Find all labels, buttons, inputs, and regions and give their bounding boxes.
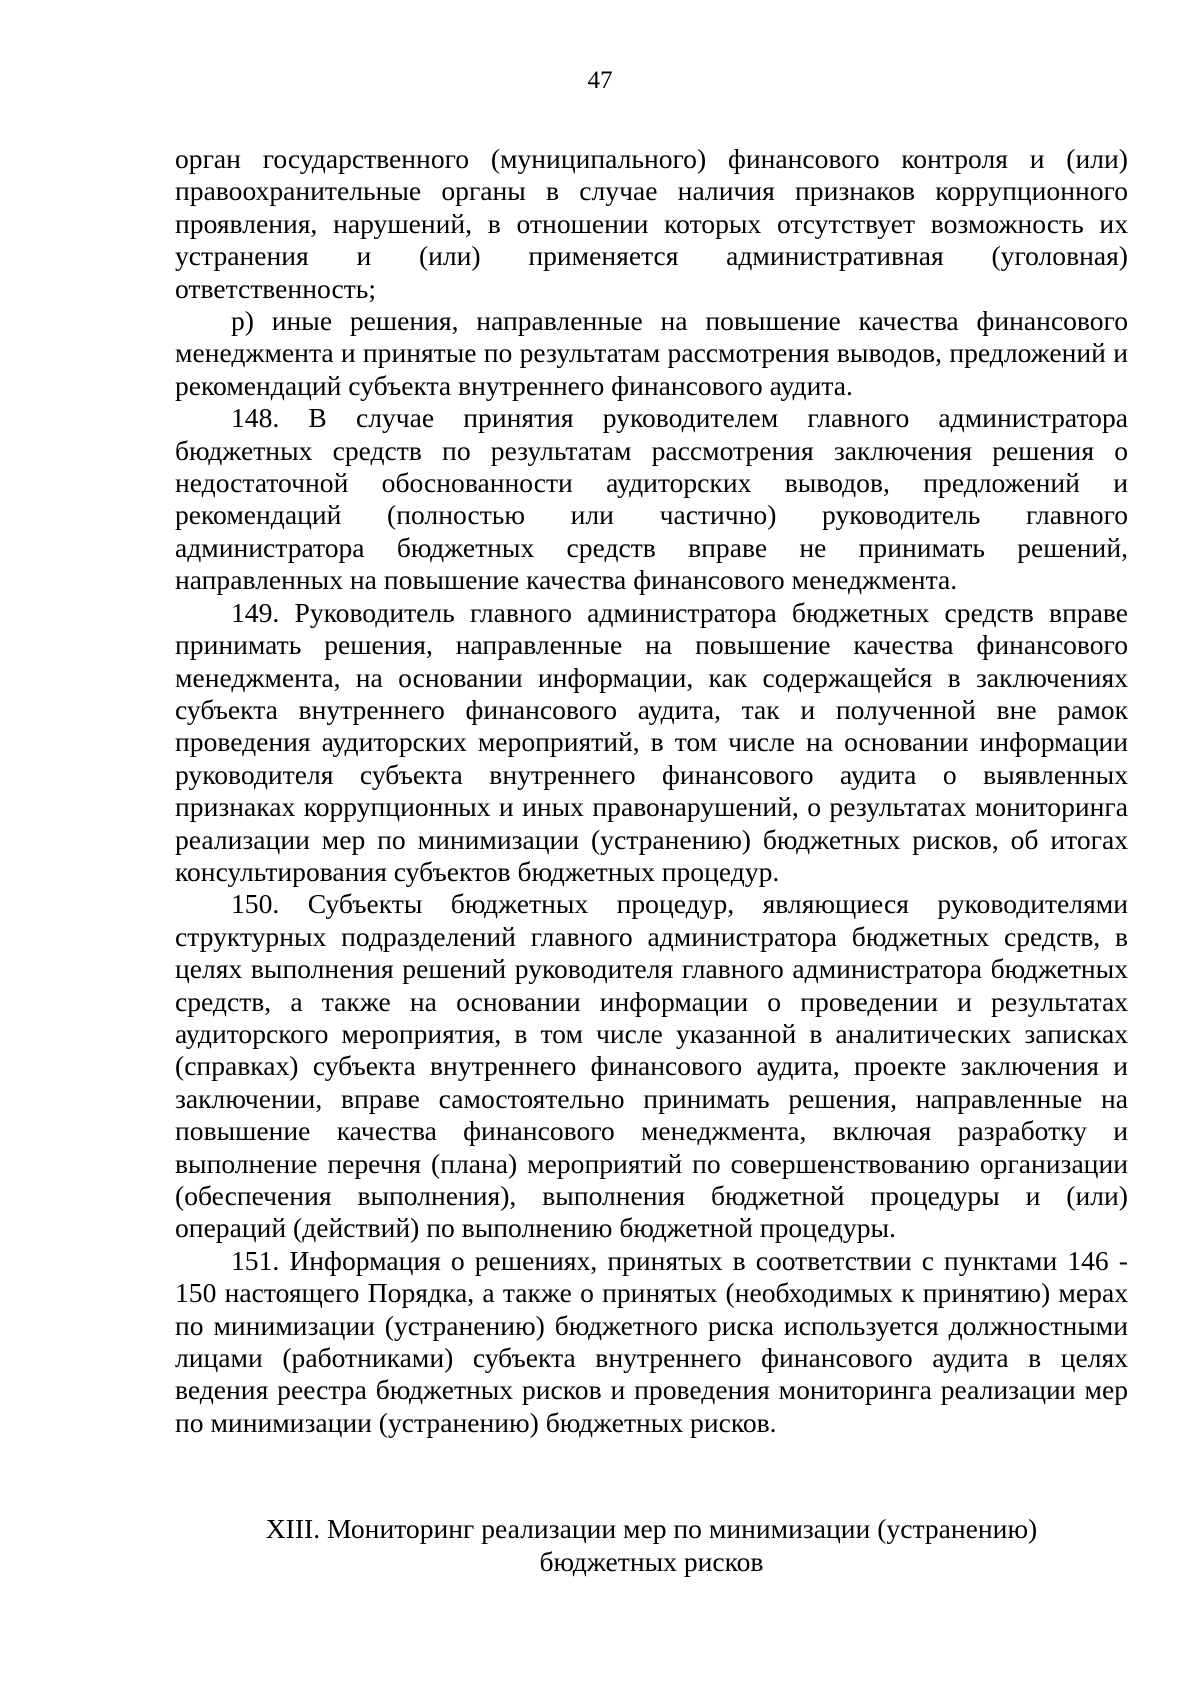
paragraph-continuation: орган государственного (муниципального) финансового контроля и (или) правоохранительные органы в случае наличия признаков коррупционного проявления, нарушений, в отношении которых отсутствует возможность их устранения и (или) применяется административная (уголовная) ответственность; <box>175 143 1128 304</box>
paragraph-149: 149. Руководитель главного администратора бюджетных средств вправе принимать решения, направленные на повышение качества финансового менеджмента, на основании информации, как содержащейся в заключениях субъекта внутреннего финансового аудита, так и полученной вне рамок проведения аудиторских мероприятий, в том числе на основании информации руководителя субъекта внутреннего финансового аудита о выявленных признаках коррупционных и иных правонарушений, о результатах мониторинга реализации мер по минимизации (устранению) бюджетных рисков, об итогах консультирования субъектов бюджетных процедур. <box>175 596 1128 887</box>
section-heading <box>175 1512 1128 1578</box>
section-heading-line-1: XIII. Мониторинг реализации мер по минимизации (устранению) <box>265 1513 1038 1544</box>
page-number: 47 <box>587 67 613 94</box>
section-heading-line-2: бюджетных рисков <box>539 1546 764 1577</box>
paragraph-151: 151. Информация о решениях, принятых в соответствии с пунктами 146 - 150 настоящего Порядка, а также о принятых (необходимых к принятию) мерах по минимизации (устранению) бюджетного риска используется должностными лицами (работниками) субъекта внутреннего финансового аудита в целях ведения реестра бюджетных рисков и проведения мониторинга реализации мер по минимизации (устранению) бюджетных рисков. <box>175 1244 1128 1438</box>
document-body <box>175 143 1128 1439</box>
paragraph-148: 148. В случае принятия руководителем главного администратора бюджетных средств по результатам рассмотрения заключения решения о недостаточной обоснованности аудиторских выводов, предложений и рекомендаций (полностью или частично) руководитель главного администратора бюджетных средств вправе не принимать решений, направленных на повышение качества финансового менеджмента. <box>175 402 1128 596</box>
paragraph-150: 150. Субъекты бюджетных процедур, являющиеся руководителями структурных подразделений главного администратора бюджетных средств, в целях выполнения решений руководителя главного администратора бюджетных средств, а также на основании информации о проведении и результатах аудиторского мероприятия, в том числе указанной в аналитических записках (справках) субъекта внутреннего финансового аудита, проекте заключения и заключении, вправе самостоятельно принимать решения, направленные на повышение качества финансового менеджмента, включая разработку и выполнение перечня (плана) мероприятий по совершенствованию организации (обеспечения выполнения), выполнения бюджетной процедуры и (или) операций (действий) по выполнению бюджетной процедуры. <box>175 888 1128 1244</box>
paragraph-item-r: р) иные решения, направленные на повышение качества финансового менеджмента и принятые по результатам рассмотрения выводов, предложений и рекомендаций субъекта внутреннего финансового аудита. <box>175 305 1128 401</box>
